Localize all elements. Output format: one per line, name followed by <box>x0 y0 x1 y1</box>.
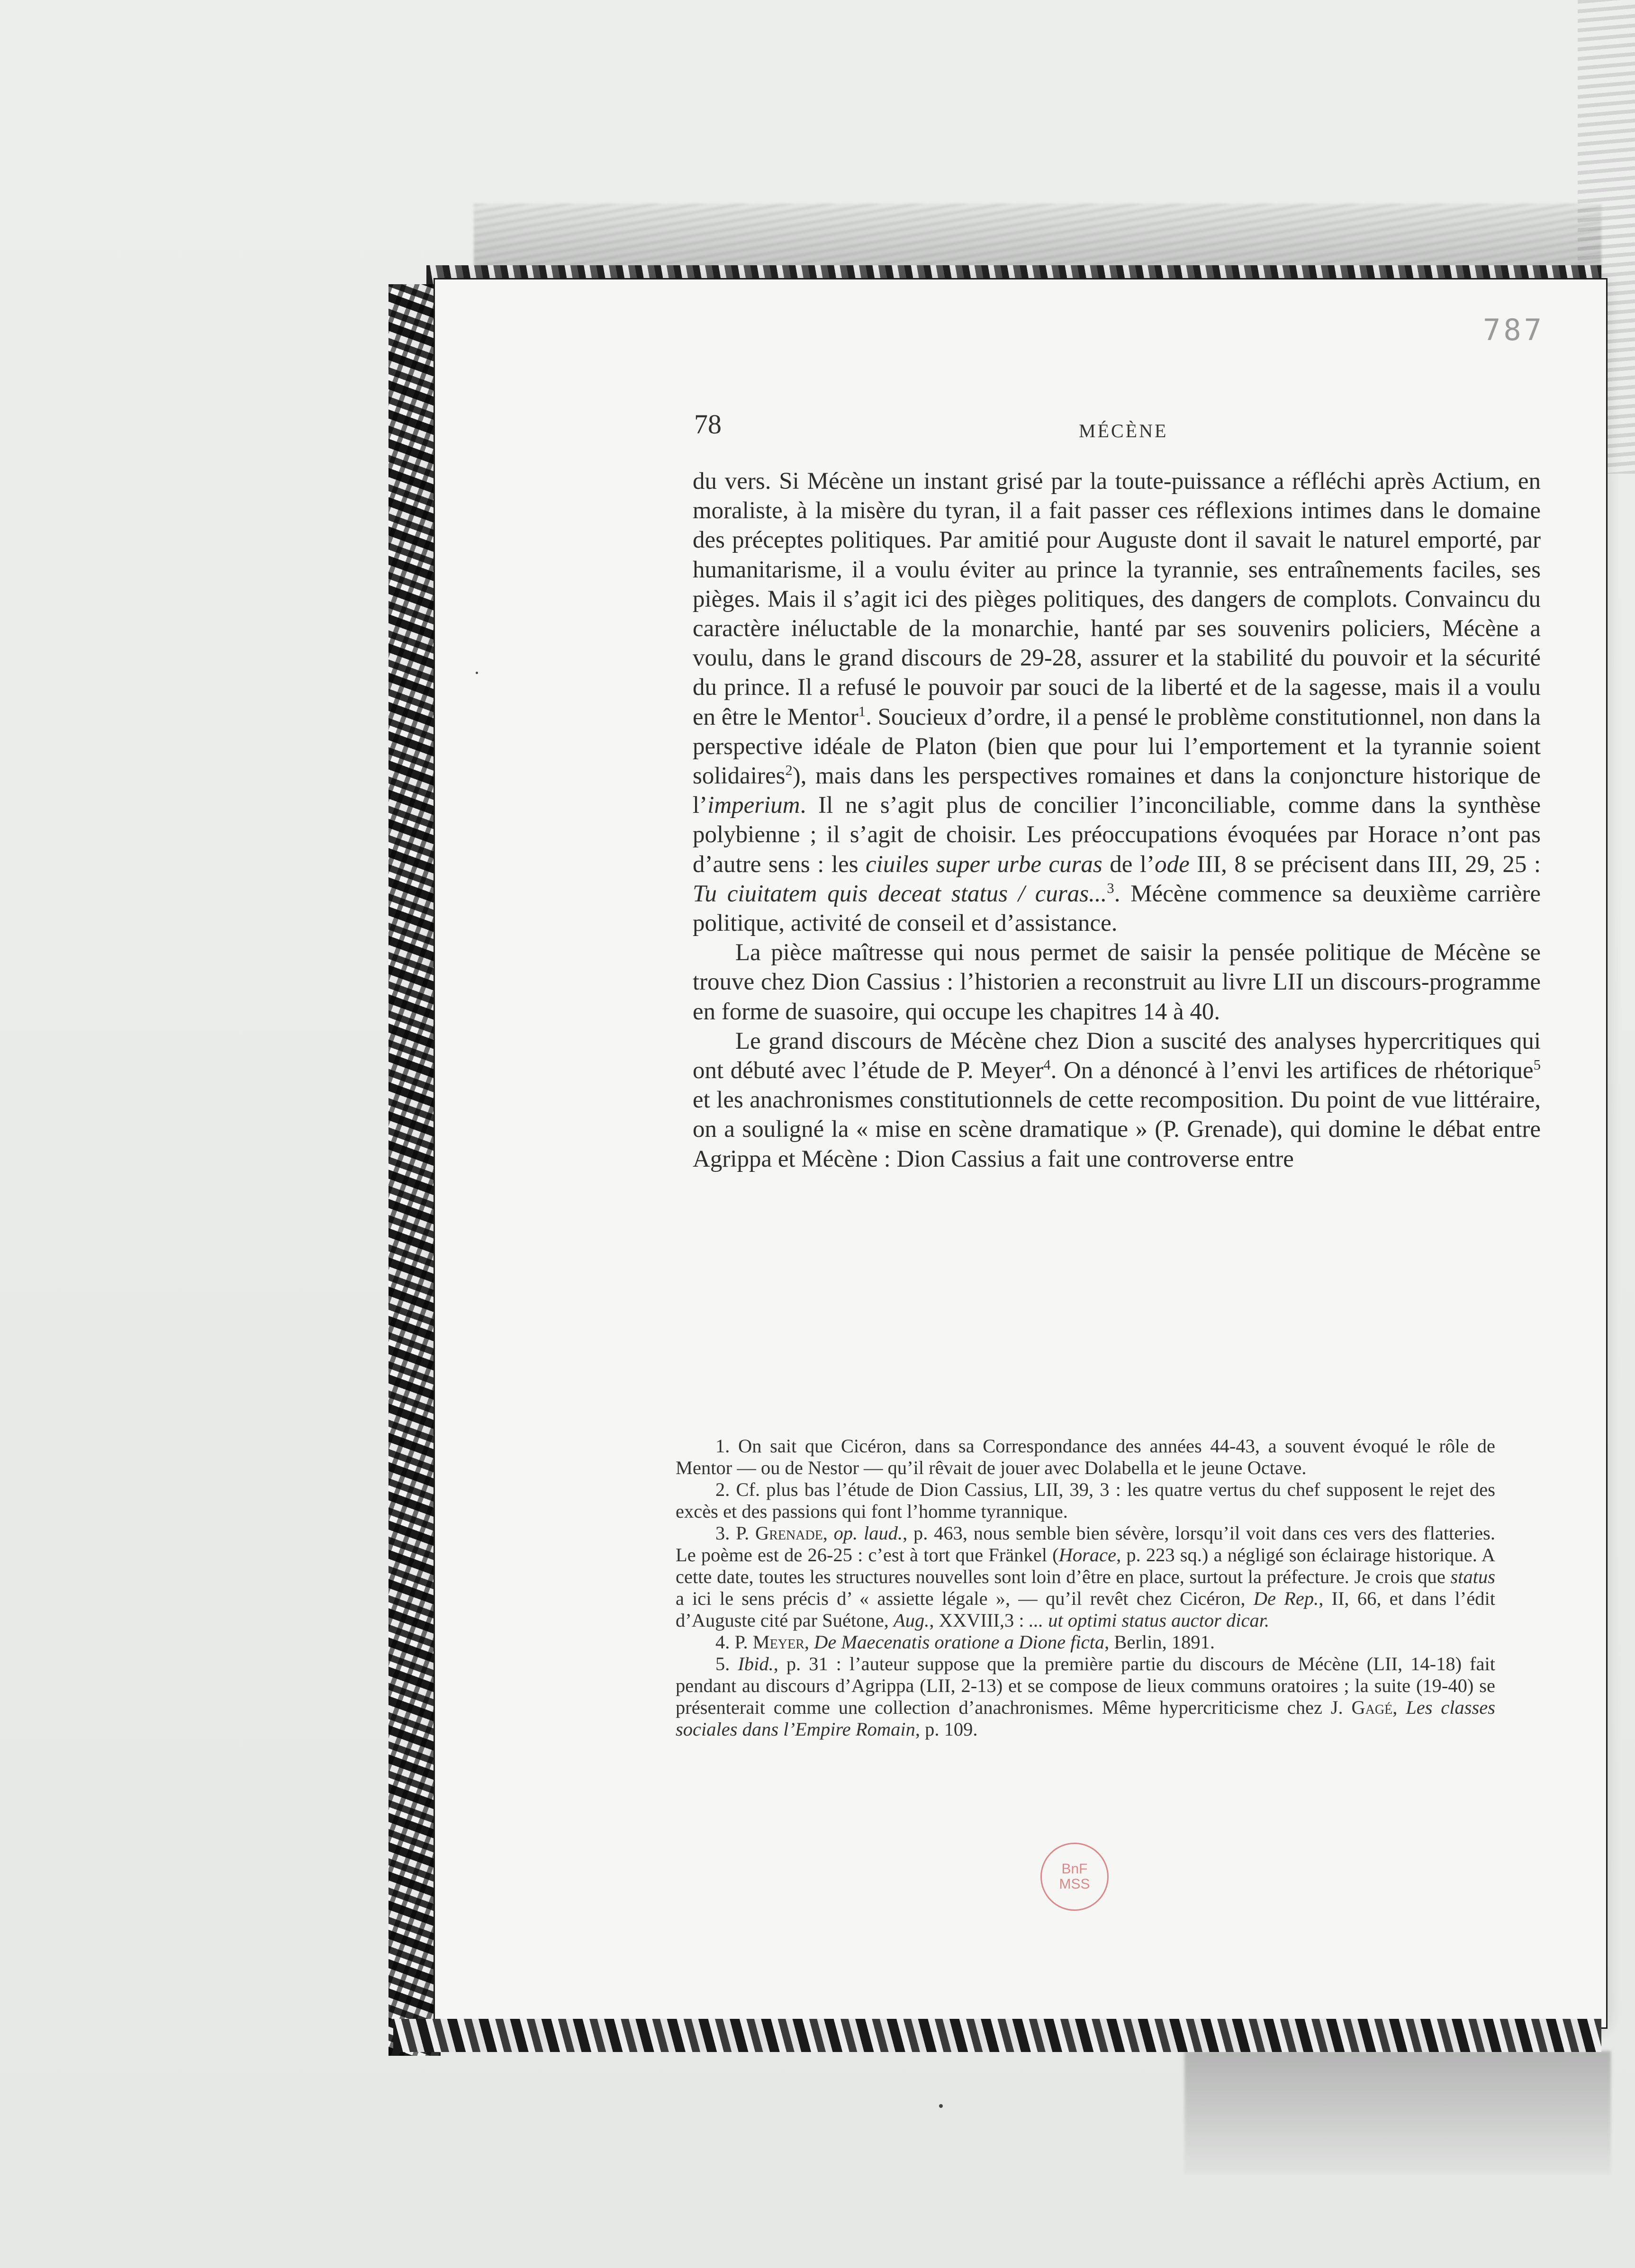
footnote-4: 4. P. Meyer, De Maecenatis oratione a Dione ficta, Berlin, 1891. <box>715 1631 1215 1653</box>
speck <box>476 672 478 674</box>
speck <box>939 2104 943 2108</box>
paragraph-2: La pièce maîtresse qui nous permet de saisir la pensée politique de Mécène se trouve chez Dion Cassius : l’historien a reconstruit au livre LII un discours-programme en forme de suasoire, qui occupe les chapitres 14 à 40. <box>693 939 1541 1025</box>
footnote-5: 5. Ibid., p. 31 : l’auteur suppose que la première partie du discours de Mécène (LII, 14-18) fait pendant au discours d’Agrippa (LII, 2-13) et se compose de lieux communs oratoires ; la suite (19-40) se présenterait comme une collection d’anachronismes. Même hypercriticisme chez J. Gagé, Les classes sociales dans l’Empire Romain, p. 109. <box>676 1653 1496 1740</box>
paragraph-3: Le grand discours de Mécène chez Dion a suscité des analyses hypercritiques qui ont débuté avec l’étude de P. Meyer$^4$. On a dénoncé à l’envi les artifices de rhétorique$^5$ et les anachronismes constitutionnels de cette recomposition. Du point de vue littéraire, on a souligné la « mise en scène dramatique » (P. Grenade), qui domine le débat entre Agrippa et Mécène : Dion Cassius a fait une controverse entre <box>693 1027 1541 1172</box>
library-stamp <box>1040 1843 1109 1911</box>
stamp-line-2: MSS <box>1059 1876 1090 1892</box>
paragraph-1: du vers. Si Mécène un instant grisé par la toute-puissance a réfléchi après Actium, en moraliste, à la misère du tyran, il a fait passer ces réflexions intimes dans le domaine des préceptes politiques. Par amitié pour Auguste dont il savait le naturel emporté, par humanitarisme, il a voulu éviter au prince la tyrannie, ses entraînements faciles, ses pièges. Mais il s’agit ici des pièges politiques, des dangers de complots. Convaincu du caractère inéluctable de la monarchie, hanté par ses souvenirs policiers, Mécène a voulu, dans le grand discours de 29-28, assurer et la stabilité du pouvoir et la sécurité du prince. Il a refusé le pouvoir par souci de la liberté et de la sagesse, mais il a voulu en être le Mentor$^1$. Soucieux d’ordre, il a pensé le problème constitutionnel, non dans la perspective idéale de Platon (bien que pour lui l’emportement et la tyrannie soient solidaires$^2$), mais dans les perspectives romaines et dans la conjoncture historique de l’imperium. Il ne s’agit plus de concilier l’inconciliable, comme dans la synthèse polybienne ; il s’agit de choisir. Les préoccupations évoquées par Horace n’ont pas d’autre sens : les ciuiles super urbe curas de l’ode III, 8 se précisent dans III, 29, 25 : Tu ciuitatem quis deceat status / curas...$^3$. Mécène commence sa deuxième carrière politique, activité de conseil et d’assistance. <box>693 468 1541 937</box>
footnote-1: 1. On sait que Cicéron, dans sa Correspondance des années 44-43, a souvent évoqué le rôle de Mentor — ou de Nestor — qu’il rêvait de jouer avec Dolabella et le jeune Octave. <box>676 1435 1495 1478</box>
footnote-3: 3. P. Grenade, op. laud., p. 463, nous semble bien sévère, lorsqu’il voit dans ces vers des flatteries. Le poème est de 26-25 : c’est à tort que Fränkel (Horace, p. 223 sq.) a négligé son éclairage historique. A cette date, toutes les structures nouvelles sont loin d’être en place, surtout la préfecture. Je crois que status a ici le sens précis d’ « assiette légale », — qu’il revêt chez Cicéron, De Rep., II, 66, et dans l’édit d’Auguste cité par Suétone, Aug., XXVIII,3 : ... ut optimi status auctor dicar. <box>676 1522 1495 1631</box>
footnotes <box>676 1435 1495 1740</box>
body-text <box>693 467 1541 1174</box>
footnote-2: 2. Cf. plus bas l’étude de Dion Cassius, LII, 39, 3 : les quatre vertus du chef supposent le rejet des excès et des passions qui font l’homme tyrannique. <box>676 1479 1495 1522</box>
archive-folio-number: 787 <box>1483 313 1545 347</box>
page-number: 78 <box>694 409 722 440</box>
marbled-edge-bottom <box>393 2019 1601 2052</box>
stamp-line-1: BnF <box>1061 1861 1088 1877</box>
running-head: MÉCÈNE <box>1079 420 1168 441</box>
marbled-edge-left <box>388 284 441 2056</box>
photocopy-smudge-bottom <box>1184 2051 1611 2174</box>
